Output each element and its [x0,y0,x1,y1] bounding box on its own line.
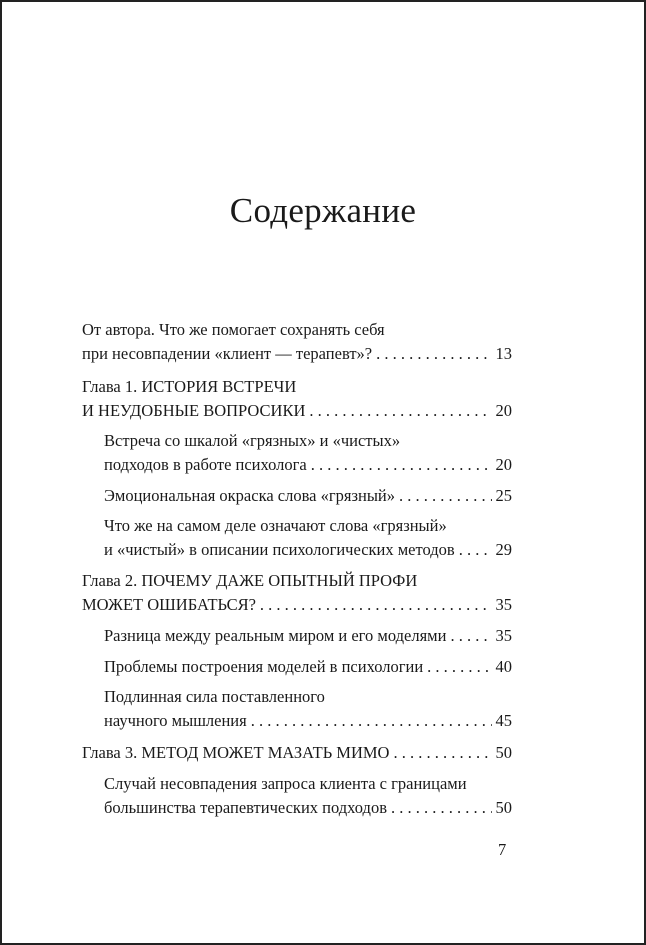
entry-page-number: 50 [495,798,512,817]
entry-title-line1: Глава 1. ИСТОРИЯ ВСТРЕЧИ [82,377,297,396]
toc-chapter-entry[interactable] [82,375,512,423]
entry-title-line1: Что же на самом деле означают слова «грязный» [104,516,447,535]
dot-leader [311,453,492,477]
dot-leader [399,484,492,508]
dot-leader [260,593,492,617]
toc-chapter-entry[interactable] [82,569,512,617]
entry-title-line2: И НЕУДОБНЫЕ ВОПРОСИКИ [82,401,306,420]
page-number: 7 [498,840,507,859]
entry-title-line2: Глава 3. МЕТОД МОЖЕТ МАЗАТЬ МИМО [82,743,390,762]
entry-title-line2: МОЖЕТ ОШИБАТЬСЯ? [82,595,256,614]
dot-leader [391,796,492,820]
entry-title-line2: при несовпадении «клиент — терапевт»? [82,344,373,363]
toc-section-entry[interactable] [104,484,512,508]
entry-title-line2: Эмоциональная окраска слова «грязный» [104,486,395,505]
entry-title-line2: Разница между реальным миром и его моделями [104,626,447,645]
toc-section-entry[interactable] [104,655,512,679]
dot-leader [450,624,491,648]
entry-title-line2: и «чистый» в описании психологических методов [104,540,455,559]
entry-title-line1: Глава 2. ПОЧЕМУ ДАЖЕ ОПЫТНЫЙ ПРОФИ [82,571,418,590]
dot-leader [459,538,492,562]
entry-page-number: 40 [495,657,512,676]
entry-title-line2: Проблемы построения моделей в психологии [104,657,424,676]
entry-title-line2: научного мышления [104,711,247,730]
page-title: Содержание [229,191,417,230]
dot-leader [309,399,491,423]
entry-page-number: 13 [495,344,512,363]
entry-page-number: 35 [495,595,512,614]
toc-section-entry[interactable] [104,429,512,477]
toc-section-entry[interactable] [104,514,512,562]
entry-title-line1: Встреча со шкалой «грязных» и «чистых» [104,431,401,450]
toc-section-entry[interactable] [104,685,512,733]
toc-section-entry[interactable] [104,624,512,648]
dot-leader [376,342,491,366]
entry-page-number: 45 [495,711,512,730]
dot-leader [251,709,492,733]
toc-chapter-entry[interactable] [82,318,512,366]
entry-page-number: 20 [495,455,512,474]
entry-title-line2: подходов в работе психолога [104,455,307,474]
entry-page-number: 35 [495,626,512,645]
entry-page-number: 25 [495,486,512,505]
entry-title-line1: Случай несовпадения запроса клиента с границами [104,774,467,793]
toc-section-entry[interactable] [104,772,512,820]
entry-page-number: 29 [495,540,512,559]
dot-leader [427,655,491,679]
entry-title-line1: От автора. Что же помогает сохранять себя [82,320,385,339]
toc-chapter-entry[interactable] [82,741,512,765]
entry-page-number: 20 [495,401,512,420]
entry-title-line2: большинства терапевтических подходов [104,798,387,817]
entry-title-line1: Подлинная сила поставленного [104,687,325,706]
dot-leader [393,741,491,765]
entry-page-number: 50 [495,743,512,762]
